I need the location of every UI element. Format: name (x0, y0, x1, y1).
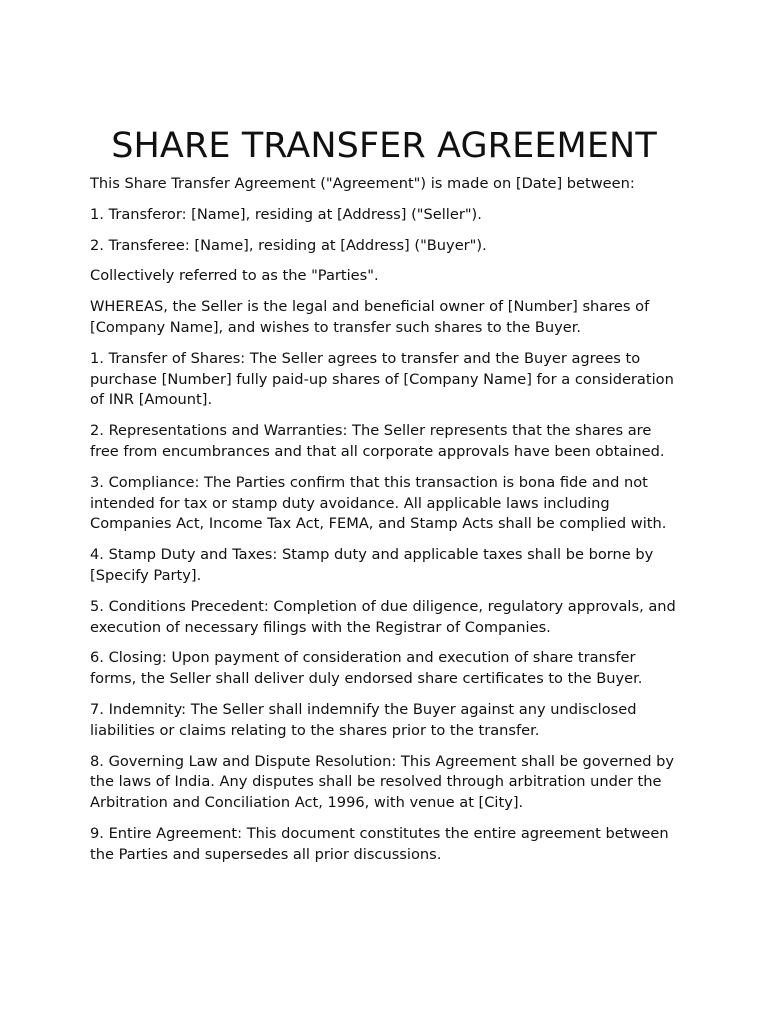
party-transferee: 2. Transferee: [Name], residing at [Address] ("Buyer"). (90, 236, 487, 254)
clause-conditions-precedent: 5. Conditions Precedent: Completion of due diligence, regulatory approvals, and execution of necessary filings with the Registrar of Companies. (90, 597, 676, 636)
whereas-recital: WHEREAS, the Seller is the legal and beneficial owner of [Number] shares of [Company Name], and wishes to transfer such shares to the Buyer. (90, 298, 650, 336)
clause-governing-law: 8. Governing Law and Dispute Resolution: This Agreement shall be governed by the laws of India. Any disputes shall be resolved through arbitration under the Arbitration and Conciliation Act, 1996, with venue at [City]. (90, 752, 675, 812)
clause-representations-warranties: 2. Representations and Warranties: The Seller represents that the shares are free from encumbrances and that all corporate approvals have been obtained. (90, 422, 665, 460)
clause-closing: 6. Closing: Upon payment of consideration and execution of share transfer forms, the Seller shall deliver duly endorsed share certificates to the Buyer. (90, 649, 643, 688)
document-title: SHARE TRANSFER AGREEMENT (111, 126, 657, 166)
party-transferor: 1. Transferor: [Name], residing at [Address] ("Seller"). (90, 205, 482, 223)
parties-definition: Collectively referred to as the "Parties". (90, 267, 379, 285)
clause-transfer-of-shares: 1. Transfer of Shares: The Seller agrees to transfer and the Buyer agrees to purchase [Number] fully paid-up shares of [Company Name] for a consideration of INR [Amount]. (90, 349, 674, 409)
clause-entire-agreement: 9. Entire Agreement: This document constitutes the entire agreement between the Parties and supersedes all prior discussions. (90, 824, 669, 863)
preamble-paragraph: This Share Transfer Agreement ("Agreement") is made on [Date] between: (90, 175, 635, 192)
clause-compliance: 3. Compliance: The Parties confirm that this transaction is bona fide and not intended for tax or stamp duty avoidance. All applicable laws including Companies Act, Income Tax Act, FEMA, and Stamp Acts shall be complied with. (90, 473, 667, 533)
clause-indemnity: 7. Indemnity: The Seller shall indemnify the Buyer against any undisclosed liabilities or claims relating to the shares prior to the transfer. (90, 700, 637, 739)
clause-stamp-duty-taxes: 4. Stamp Duty and Taxes: Stamp duty and applicable taxes shall be borne by [Specify Party]. (90, 546, 654, 584)
